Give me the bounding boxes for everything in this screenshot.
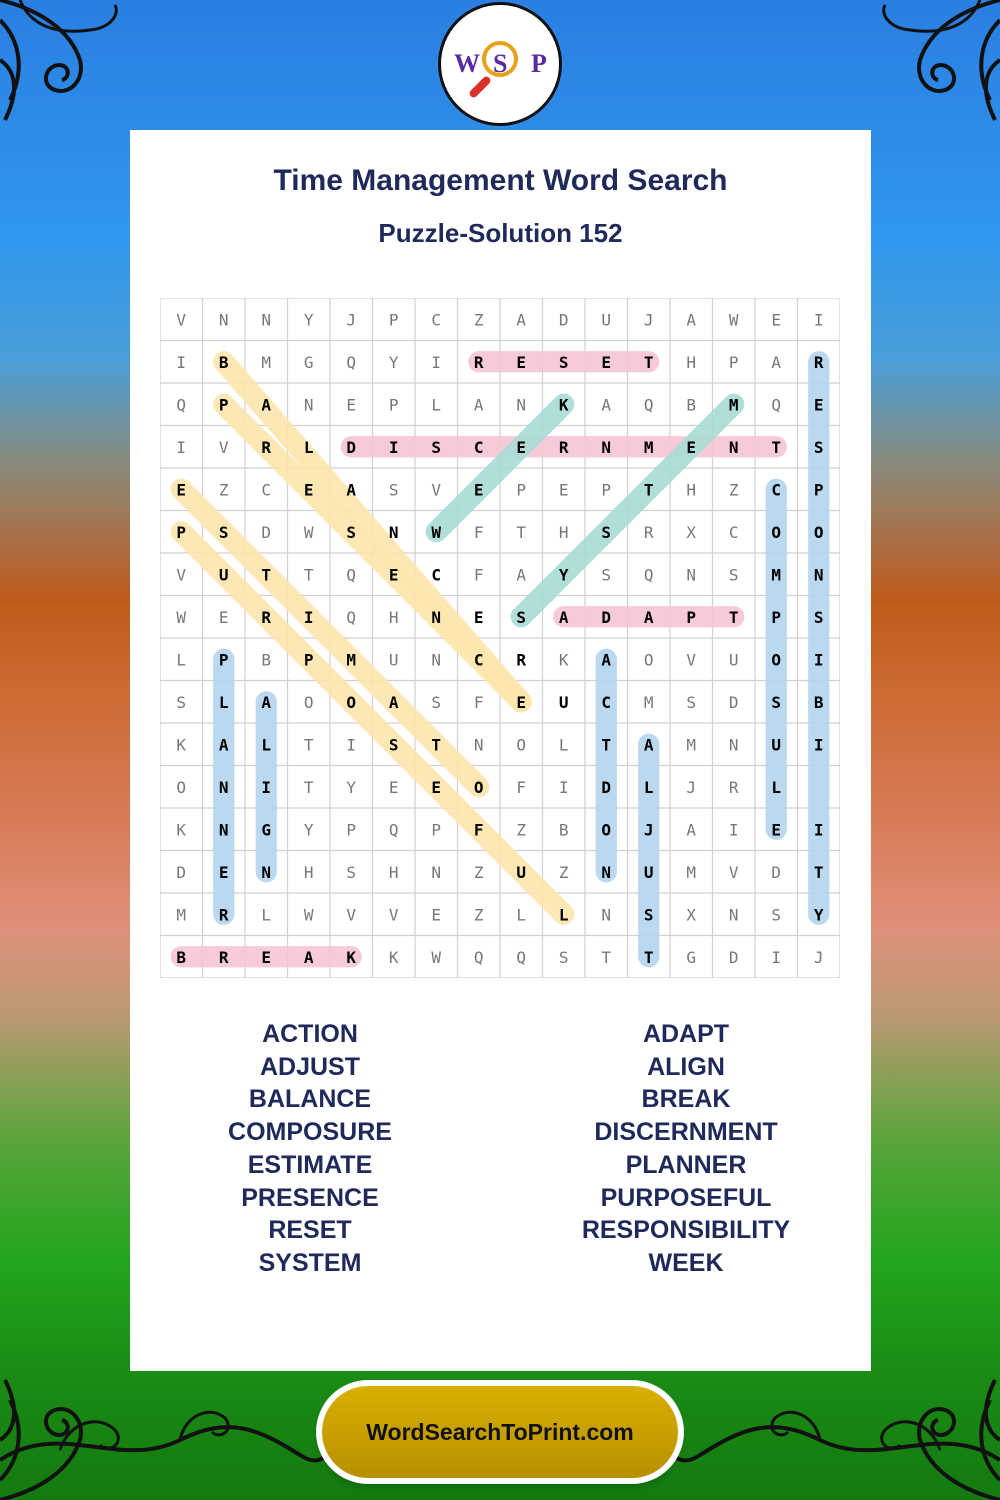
grid-letter[interactable]: K [346, 947, 357, 967]
grid-letter[interactable]: V [388, 905, 399, 925]
grid-letter[interactable]: E [516, 692, 527, 712]
grid-letter[interactable]: T [728, 607, 739, 627]
grid-letter[interactable]: S [771, 692, 782, 712]
grid-letter[interactable]: O [771, 522, 782, 542]
grid-letter[interactable]: P [176, 522, 187, 542]
grid-letter[interactable]: P [516, 480, 527, 500]
grid-letter[interactable]: X [686, 522, 697, 542]
grid-letter[interactable]: N [728, 735, 739, 755]
grid-letter[interactable]: Q [516, 947, 527, 967]
grid-letter[interactable]: R [261, 607, 272, 627]
grid-letter[interactable]: R [558, 437, 569, 457]
word-list-item: PLANNER [625, 1150, 747, 1179]
grid-letter[interactable]: S [346, 862, 357, 882]
grid-letter[interactable]: J [643, 820, 654, 840]
grid-letter[interactable]: P [388, 310, 399, 330]
grid-letter[interactable]: R [516, 650, 527, 670]
grid-letter[interactable]: O [516, 735, 527, 755]
grid-letter[interactable]: Q [346, 607, 357, 627]
grid-letter[interactable]: V [728, 862, 739, 882]
grid-letter[interactable]: C [261, 480, 272, 500]
grid-letter[interactable]: A [473, 395, 484, 415]
grid-letter[interactable]: X [686, 905, 697, 925]
grid-letter[interactable]: A [516, 565, 527, 585]
puzzle-panel [130, 130, 871, 1371]
corner-ornament-top-left [0, 0, 140, 140]
grid-letter[interactable]: M [261, 352, 272, 372]
grid-letter[interactable]: P [431, 820, 442, 840]
logo-letter-s: S [493, 49, 508, 78]
grid-letter[interactable]: E [346, 395, 357, 415]
grid-letter[interactable]: A [643, 735, 654, 755]
grid-letter[interactable]: Q [643, 395, 654, 415]
grid-letter[interactable]: I [813, 735, 824, 755]
grid-letter[interactable]: O [771, 650, 782, 670]
grid-letter[interactable]: I [728, 820, 739, 840]
grid-letter[interactable]: P [686, 607, 697, 627]
grid-letter[interactable]: P [601, 480, 612, 500]
word-list-item: PRESENCE [241, 1183, 379, 1212]
grid-letter[interactable]: O [346, 692, 357, 712]
grid-letter[interactable]: I [813, 310, 824, 330]
grid-letter[interactable]: N [431, 607, 442, 627]
grid-letter[interactable]: O [473, 777, 484, 797]
grid-letter[interactable]: N [473, 735, 484, 755]
grid-letter[interactable]: A [601, 650, 612, 670]
grid-letter[interactable]: E [388, 777, 399, 797]
grid-letter[interactable]: E [771, 820, 782, 840]
grid-letter[interactable]: M [176, 905, 187, 925]
grid-letter[interactable]: O [643, 650, 654, 670]
page-title: Time Management Word Search [273, 164, 728, 197]
grid-letter[interactable]: B [176, 947, 187, 967]
grid-letter[interactable]: U [771, 735, 782, 755]
grid-letter[interactable]: N [601, 437, 612, 457]
grid-letter[interactable]: H [686, 480, 697, 500]
grid-letter[interactable]: S [218, 522, 229, 542]
grid-letter[interactable]: N [431, 862, 442, 882]
grid-letter[interactable]: H [388, 607, 399, 627]
grid-letter[interactable]: U [558, 692, 569, 712]
grid-letter[interactable]: W [303, 905, 314, 925]
grid-letter[interactable]: S [558, 947, 569, 967]
grid-letter[interactable]: A [261, 692, 272, 712]
grid-letter[interactable]: E [388, 565, 399, 585]
grid-letter[interactable]: Z [473, 310, 484, 330]
grid-letter[interactable]: A [388, 692, 399, 712]
grid-letter[interactable]: I [261, 777, 272, 797]
grid-letter[interactable]: B [686, 395, 697, 415]
grid-letter[interactable]: A [643, 607, 654, 627]
grid-letter[interactable]: Z [473, 905, 484, 925]
grid-letter[interactable]: N [218, 777, 229, 797]
grid-letter[interactable]: Q [346, 565, 357, 585]
grid-letter[interactable]: C [431, 310, 442, 330]
grid-letter[interactable]: L [261, 735, 272, 755]
grid-letter[interactable]: O [303, 692, 314, 712]
grid-letter[interactable]: F [473, 522, 484, 542]
grid-letter[interactable]: F [516, 777, 527, 797]
grid-letter[interactable]: Z [218, 480, 229, 500]
page-subtitle: Puzzle-Solution 152 [378, 218, 623, 248]
grid-letter[interactable]: C [431, 565, 442, 585]
grid-letter[interactable]: T [643, 352, 654, 372]
grid-letter[interactable]: R [813, 352, 824, 372]
grid-letter[interactable]: L [261, 905, 272, 925]
grid-letter[interactable]: A [303, 947, 314, 967]
grid-letter[interactable]: A [558, 607, 569, 627]
grid-letter[interactable]: B [558, 820, 569, 840]
grid-letter[interactable]: S [388, 735, 399, 755]
grid-letter[interactable]: J [813, 947, 824, 967]
grid-letter[interactable]: R [261, 437, 272, 457]
grid-letter[interactable]: T [431, 735, 442, 755]
grid-letter[interactable]: Y [346, 777, 357, 797]
grid-letter[interactable]: T [643, 480, 654, 500]
grid-letter[interactable]: Q [643, 565, 654, 585]
grid-letter[interactable]: T [516, 522, 527, 542]
grid-letter[interactable]: M [346, 650, 357, 670]
grid-letter[interactable]: U [218, 565, 229, 585]
grid-letter[interactable]: N [218, 310, 229, 330]
grid-letter[interactable]: K [558, 650, 569, 670]
grid-letter[interactable]: R [473, 352, 484, 372]
grid-letter[interactable]: L [218, 692, 229, 712]
grid-letter[interactable]: E [218, 862, 229, 882]
word-list-item: COMPOSURE [228, 1118, 392, 1147]
grid-letter[interactable]: L [176, 650, 187, 670]
grid-letter[interactable]: P [218, 395, 229, 415]
grid-letter[interactable]: C [771, 480, 782, 500]
grid-letter[interactable]: T [771, 437, 782, 457]
grid-letter[interactable]: S [601, 522, 612, 542]
grid-canvas [160, 298, 840, 978]
grid-letter[interactable]: I [771, 947, 782, 967]
grid-letter[interactable]: N [261, 862, 272, 882]
grid-letter[interactable]: I [388, 437, 399, 457]
grid-letter[interactable]: S [813, 607, 824, 627]
grid-letter[interactable]: I [176, 437, 187, 457]
flourish-bottom-left [0, 1360, 330, 1480]
grid-letter[interactable]: M [686, 735, 697, 755]
grid-letter[interactable]: I [346, 735, 357, 755]
grid-letter[interactable]: K [558, 395, 569, 415]
grid-letter[interactable]: L [516, 905, 527, 925]
grid-letter[interactable]: A [686, 310, 697, 330]
grid-letter[interactable]: K [176, 820, 187, 840]
grid-letter[interactable]: E [473, 607, 484, 627]
grid-letter[interactable]: I [176, 352, 187, 372]
grid-letter[interactable]: J [643, 310, 654, 330]
grid-letter[interactable]: N [728, 437, 739, 457]
grid-letter[interactable]: Y [303, 310, 314, 330]
grid-letter[interactable]: P [771, 607, 782, 627]
word-list-item: RESPONSIBILITY [581, 1216, 791, 1245]
grid-letter[interactable]: D [176, 862, 187, 882]
grid-letter[interactable]: N [303, 395, 314, 415]
grid-letter[interactable]: C [473, 650, 484, 670]
grid-letter[interactable]: I [303, 607, 314, 627]
site-logo[interactable] [438, 2, 562, 126]
grid-letter[interactable]: T [303, 777, 314, 797]
grid-letter[interactable]: L [558, 735, 569, 755]
grid-letter[interactable]: Z [728, 480, 739, 500]
grid-letter[interactable]: A [686, 820, 697, 840]
grid-letter[interactable]: N [218, 820, 229, 840]
grid-letter[interactable]: E [516, 352, 527, 372]
grid-letter[interactable]: A [218, 735, 229, 755]
grid-letter[interactable]: U [643, 862, 654, 882]
grid-letter[interactable]: S [558, 352, 569, 372]
grid-letter[interactable]: E [771, 310, 782, 330]
flourish-bottom-right [670, 1360, 1000, 1480]
grid-letter[interactable]: J [686, 777, 697, 797]
grid-letter[interactable]: W [303, 522, 314, 542]
grid-letter[interactable]: M [643, 437, 654, 457]
grid-letter[interactable]: O [601, 820, 612, 840]
word-list-item: SYSTEM [258, 1248, 362, 1277]
grid-letter[interactable]: N [431, 650, 442, 670]
grid-letter[interactable]: U [388, 650, 399, 670]
grid-letter[interactable]: T [303, 735, 314, 755]
corner-ornament-top-right [860, 0, 1000, 140]
grid-letter[interactable]: S [176, 692, 187, 712]
grid-letter[interactable]: B [261, 650, 272, 670]
grid-letter[interactable]: D [728, 947, 739, 967]
grid-letter[interactable]: W [431, 947, 442, 967]
grid-letter[interactable]: E [431, 905, 442, 925]
grid-letter[interactable]: G [261, 820, 272, 840]
word-list-item: DISCERNMENT [594, 1118, 778, 1147]
grid-letter[interactable]: L [643, 777, 654, 797]
grid-letter[interactable]: N [686, 565, 697, 585]
word-list-item: ACTION [262, 1020, 358, 1048]
grid-letter[interactable]: D [346, 437, 357, 457]
grid-letter[interactable]: T [601, 735, 612, 755]
grid-letter[interactable]: N [261, 310, 272, 330]
grid-letter[interactable]: Z [516, 820, 527, 840]
grid-letter[interactable]: P [346, 820, 357, 840]
grid-letter[interactable]: D [601, 777, 612, 797]
grid-letter[interactable]: E [303, 480, 314, 500]
grid-letter[interactable]: M [643, 692, 654, 712]
grid-letter[interactable]: T [601, 947, 612, 967]
grid-letter[interactable]: K [176, 735, 187, 755]
grid-letter[interactable]: Q [346, 352, 357, 372]
grid-letter[interactable]: Z [558, 862, 569, 882]
grid-letter[interactable]: F [473, 820, 484, 840]
grid-letter[interactable]: V [346, 905, 357, 925]
grid-letter[interactable]: N [813, 565, 824, 585]
grid-letter[interactable]: D [261, 522, 272, 542]
grid-letter[interactable]: H [388, 862, 399, 882]
word-list-item: BALANCE [248, 1085, 372, 1114]
word-list-column-2 [506, 1018, 866, 1280]
grid-letter[interactable]: W [728, 310, 739, 330]
grid-letter[interactable]: T [261, 565, 272, 585]
grid-letter[interactable]: H [558, 522, 569, 542]
grid-letter[interactable]: D [771, 862, 782, 882]
grid-letter[interactable]: H [686, 352, 697, 372]
grid-letter[interactable]: I [558, 777, 569, 797]
grid-letter[interactable]: E [813, 395, 824, 415]
grid-letter[interactable]: E [176, 480, 187, 500]
logo-letter-w: W [454, 49, 480, 78]
grid-letter[interactable]: L [303, 437, 314, 457]
grid-letter[interactable]: Y [303, 820, 314, 840]
grid-letter[interactable]: T [813, 862, 824, 882]
grid-letter[interactable]: F [473, 692, 484, 712]
grid-letter[interactable]: S [643, 905, 654, 925]
grid-letter[interactable]: A [516, 310, 527, 330]
grid-letter[interactable]: V [176, 310, 187, 330]
grid-letter[interactable]: L [558, 905, 569, 925]
grid-letter[interactable]: P [303, 650, 314, 670]
grid-letter[interactable]: G [686, 947, 697, 967]
word-list-item: ESTIMATE [247, 1150, 373, 1179]
grid-letter[interactable]: M [728, 395, 739, 415]
grid-letter[interactable]: N [728, 905, 739, 925]
word-list-column-1 [130, 1018, 490, 1280]
grid-letter[interactable]: C [728, 522, 739, 542]
grid-letter[interactable]: S [601, 565, 612, 585]
grid-letter[interactable]: D [601, 607, 612, 627]
grid-letter[interactable]: S [388, 480, 399, 500]
grid-letter[interactable]: G [303, 352, 314, 372]
word-search-grid [160, 298, 840, 978]
grid-letter[interactable]: I [813, 820, 824, 840]
grid-letter[interactable]: N [601, 905, 612, 925]
grid-letter[interactable]: Q [771, 395, 782, 415]
grid-letter[interactable]: U [601, 310, 612, 330]
grid-letter[interactable]: L [431, 395, 442, 415]
word-list-item: ADJUST [259, 1052, 360, 1081]
grid-letter[interactable]: S [728, 565, 739, 585]
grid-letter[interactable]: U [516, 862, 527, 882]
grid-letter[interactable]: P [218, 650, 229, 670]
grid-letter[interactable]: E [261, 947, 272, 967]
grid-letter[interactable]: A [346, 480, 357, 500]
grid-letter[interactable]: Z [473, 862, 484, 882]
grid-letter[interactable]: E [218, 607, 229, 627]
grid-letter[interactable]: F [473, 565, 484, 585]
grid-letter[interactable]: M [686, 862, 697, 882]
grid-letter[interactable]: A [601, 395, 612, 415]
word-list-item: ADAPT [642, 1020, 730, 1048]
grid-letter[interactable]: V [218, 437, 229, 457]
grid-letter[interactable]: Q [388, 820, 399, 840]
grid-letter[interactable]: E [686, 437, 697, 457]
grid-letter[interactable]: I [431, 352, 442, 372]
grid-letter[interactable]: R [728, 777, 739, 797]
site-link-button[interactable]: WordSearchToPrint.com [322, 1386, 678, 1478]
word-list-item: PURPOSEFUL [600, 1183, 772, 1212]
grid-letter[interactable]: Q [473, 947, 484, 967]
grid-letter[interactable]: D [728, 692, 739, 712]
grid-letter[interactable]: S [771, 905, 782, 925]
grid-letter[interactable]: S [431, 437, 442, 457]
grid-letter[interactable]: Y [388, 352, 399, 372]
grid-letter[interactable]: O [176, 777, 187, 797]
grid-letter[interactable]: R [218, 905, 229, 925]
grid-letter[interactable]: B [813, 692, 824, 712]
grid-letter[interactable]: S [516, 607, 527, 627]
grid-letter[interactable]: V [176, 565, 187, 585]
grid-letter[interactable]: E [558, 480, 569, 500]
grid-letter[interactable]: D [558, 310, 569, 330]
logo-letter-p: P [531, 49, 547, 78]
word-list-item: RESET [268, 1216, 352, 1245]
grid-letter[interactable]: N [388, 522, 399, 542]
grid-letter[interactable]: T [303, 565, 314, 585]
grid-letter[interactable]: I [813, 650, 824, 670]
grid-letter[interactable]: E [601, 352, 612, 372]
grid-letter[interactable]: S [431, 692, 442, 712]
grid-letter[interactable]: Y [558, 565, 569, 585]
grid-letter[interactable]: C [473, 437, 484, 457]
grid-letter[interactable]: V [686, 650, 697, 670]
grid-letter[interactable]: B [218, 352, 229, 372]
grid-letter[interactable]: K [388, 947, 399, 967]
grid-letter[interactable]: R [643, 522, 654, 542]
grid-letter[interactable]: S [686, 692, 697, 712]
grid-letter[interactable]: Y [813, 905, 824, 925]
grid-letter[interactable]: M [771, 565, 782, 585]
grid-letter[interactable]: V [431, 480, 442, 500]
grid-letter[interactable]: P [388, 395, 399, 415]
grid-letter[interactable]: S [346, 522, 357, 542]
grid-letter[interactable]: P [813, 480, 824, 500]
grid-letter[interactable]: W [431, 522, 442, 542]
word-list-item: BREAK [641, 1085, 731, 1114]
grid-letter[interactable]: L [771, 777, 782, 797]
grid-letter[interactable]: R [218, 947, 229, 967]
grid-letter[interactable]: S [813, 437, 824, 457]
grid-letter[interactable]: E [516, 437, 527, 457]
grid-letter[interactable]: W [176, 607, 187, 627]
grid-letter[interactable]: Q [176, 395, 187, 415]
word-list-item: ALIGN [647, 1052, 725, 1081]
grid-letter[interactable]: E [473, 480, 484, 500]
grid-letter[interactable]: H [303, 862, 314, 882]
grid-letter[interactable]: N [516, 395, 527, 415]
grid-letter[interactable]: C [601, 692, 612, 712]
grid-letter[interactable]: O [813, 522, 824, 542]
grid-letter[interactable]: U [728, 650, 739, 670]
grid-letter[interactable]: A [771, 352, 782, 372]
grid-letter[interactable]: E [431, 777, 442, 797]
word-list-item: WEEK [648, 1248, 724, 1277]
grid-letter[interactable]: J [346, 310, 357, 330]
grid-letter[interactable]: T [643, 947, 654, 967]
grid-letter[interactable]: N [601, 862, 612, 882]
grid-letter[interactable]: P [728, 352, 739, 372]
grid-letter[interactable]: A [261, 395, 272, 415]
